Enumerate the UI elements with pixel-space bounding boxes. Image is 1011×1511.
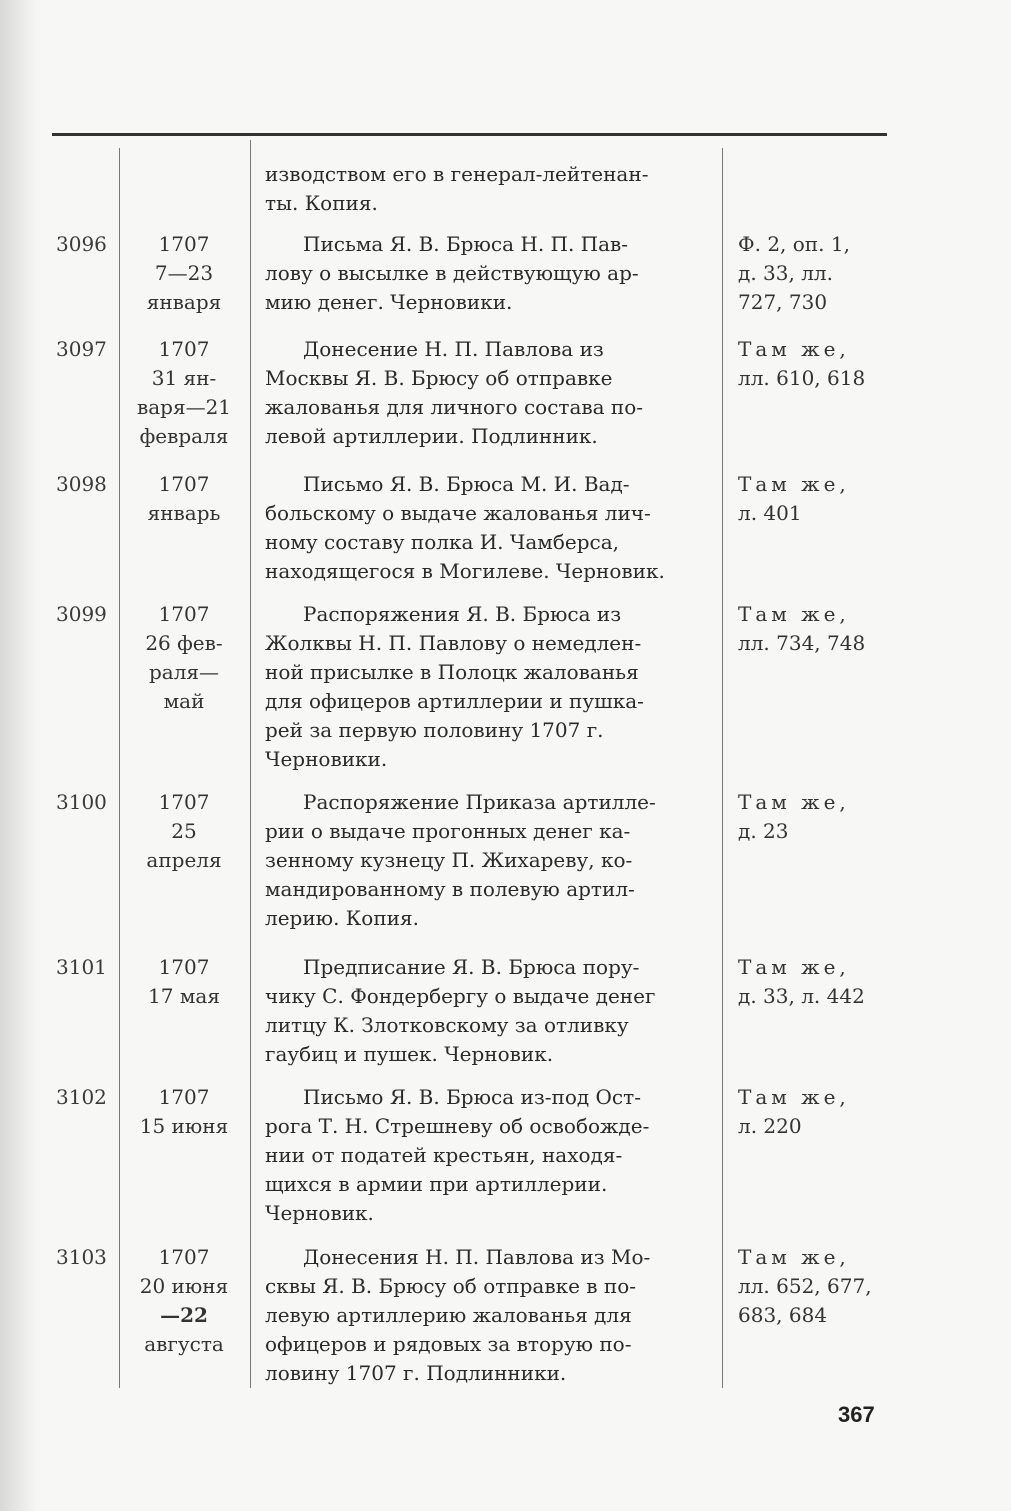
date-line: 1707 [158,955,210,979]
column-divider-description [722,148,723,1388]
entry-number: 3102 [56,1085,107,1109]
entry-number: 3100 [56,790,107,814]
reference-line: Ф. 2, оп. 1, [738,232,850,256]
reference-line: Там же, [738,1085,850,1109]
reference-line: д. 33, лл. [738,261,833,285]
description-line: Письма Я. В. Брюса Н. П. Пав- [303,232,629,256]
description-line: гаубиц и пушек. Черновик. [265,1042,554,1066]
header-rule [52,133,887,136]
reference-line: Там же, [738,955,850,979]
description-line: чику С. Фондербергу о выдаче денег [265,984,656,1008]
description-line: лерию. Копия. [265,906,419,930]
entry-date [124,1243,244,1359]
reference-line: Там же, [738,602,850,626]
archive-reference [738,600,898,658]
reference-line: Там же, [738,472,850,496]
date-line: 1707 [158,602,210,626]
date-line: 1707 [158,472,210,496]
description-line: Черновик. [265,1201,374,1225]
description-line: рога Т. Н. Стрешневу об освобожде- [265,1114,650,1138]
description-line: Письмо Я. В. Брюса из-под Ост- [303,1085,641,1109]
entry-number: 3101 [56,955,107,979]
reference-line: Там же, [738,1245,850,1269]
date-line: 26 фев- [145,631,223,655]
description-line: Жолквы Н. П. Павлову о немедлен- [265,631,642,655]
entry-number: 3098 [56,472,107,496]
date-line: январь [147,501,221,525]
entry-description [265,953,713,1069]
entry-date [124,1083,244,1141]
description-line: левой артиллерии. Подлинник. [265,424,598,448]
reference-line: Там же, [738,790,850,814]
archive-reference [738,788,898,846]
entry-description [265,1243,713,1388]
reference-line: лл. 652, 677, [738,1274,872,1298]
description-line: Донесение Н. П. Павлова из [303,337,604,361]
date-line: 1707 [158,337,210,361]
entry-description [265,600,713,774]
date-line: 7—23 [154,261,214,285]
archive-reference [738,953,898,1011]
entry-date [124,953,244,1011]
date-line: августа [144,1332,224,1356]
reference-line: 683, 684 [738,1303,828,1327]
reference-line: л. 220 [738,1114,802,1138]
date-line: 17 мая [148,984,220,1008]
description-line: Распоряжения Я. В. Брюса из [303,602,622,626]
description-line: Москвы Я. В. Брюсу об отправке [265,366,613,390]
entry-date [124,335,244,451]
description-line: лову о высылке в действующую ар- [265,261,639,285]
description-line: ты. Копия. [265,191,378,215]
description-line: рей за первую половину 1707 г. [265,718,604,742]
entry-date [124,230,244,317]
reference-line: 727, 730 [738,290,828,314]
entry-description [265,230,713,317]
entry-description [265,788,713,933]
date-line: варя—21 [136,395,232,419]
description-line: для офицеров артиллерии и пушка- [265,689,644,713]
description-line: офицеров и рядовых за вторую по- [265,1332,632,1356]
entry-date [124,600,244,716]
date-line: 20 июня [139,1274,229,1298]
description-line: зенному кузнецу П. Жихареву, ко- [265,848,633,872]
date-line: 1707 [158,1085,210,1109]
description-line: изводством его в генерал-лейтенан- [265,162,649,186]
description-line: сквы Я. В. Брюсу об отправке в по- [265,1274,637,1298]
entry-date [124,788,244,875]
entry-number: 3097 [56,337,107,361]
description-line: Донесения Н. П. Павлова из Мо- [303,1245,651,1269]
entry-number: 3103 [56,1245,107,1269]
description-line: Распоряжение Приказа артилле- [303,790,656,814]
description-line: жалованья для личного состава по- [265,395,644,419]
description-line: ному составу полка И. Чамберса, [265,530,619,554]
reference-line: д. 33, л. 442 [738,984,865,1008]
description-line: литцу К. Злотковскому за отливку [265,1013,629,1037]
reference-line: лл. 610, 618 [738,366,866,390]
date-line: февраля [139,424,229,448]
description-line: ловину 1707 г. Подлинники. [265,1361,567,1385]
date-line: 1707 [158,232,210,256]
description-line: Черновики. [265,747,388,771]
description-line: больскому о выдаче жалованья лич- [265,501,651,525]
description-line: щихся в армии при артиллерии. [265,1172,608,1196]
reference-line: Там же, [738,337,850,361]
reference-line: д. 23 [738,819,789,843]
date-line: 25 [171,819,197,843]
date-line: января [146,290,222,314]
scan-shadow [0,0,38,1511]
entry-description [265,470,713,586]
entry-date [124,470,244,528]
date-line: раля— [148,660,220,684]
reference-line: лл. 734, 748 [738,631,866,655]
column-divider-number [119,148,120,1388]
date-line: апреля [146,848,222,872]
entry-description [265,160,713,218]
description-line: рии о выдаче прогонных денег ка- [265,819,631,843]
description-line: ной присылке в Полоцк жалованья [265,660,639,684]
description-line: мию денег. Черновики. [265,290,513,314]
entry-number: 3099 [56,602,107,626]
description-line: Письмо Я. В. Брюса М. И. Вад- [303,472,630,496]
description-line: левую артиллерию жалованья для [265,1303,632,1327]
column-divider-date [250,140,251,1388]
archive-reference [738,230,898,317]
archive-reference [738,335,898,393]
date-line: 15 июня [139,1114,229,1138]
description-line: мандированному в полевую артил- [265,877,635,901]
entry-number: 3096 [56,232,107,256]
page-number: 367 [838,1402,875,1427]
description-line: находящегося в Могилеве. Черновик. [265,559,665,583]
reference-line: л. 401 [738,501,802,525]
date-line: 1707 [158,790,210,814]
entry-description [265,1083,713,1228]
date-line: —22 [160,1303,208,1327]
archive-reference [738,1243,898,1330]
date-line: май [163,689,205,713]
entry-description [265,335,713,451]
date-line: 31 ян- [151,366,217,390]
archive-reference [738,470,898,528]
description-line: нии от податей крестьян, находя- [265,1143,623,1167]
description-line: Предписание Я. В. Брюса пору- [303,955,640,979]
archive-reference [738,1083,898,1141]
date-line: 1707 [158,1245,210,1269]
